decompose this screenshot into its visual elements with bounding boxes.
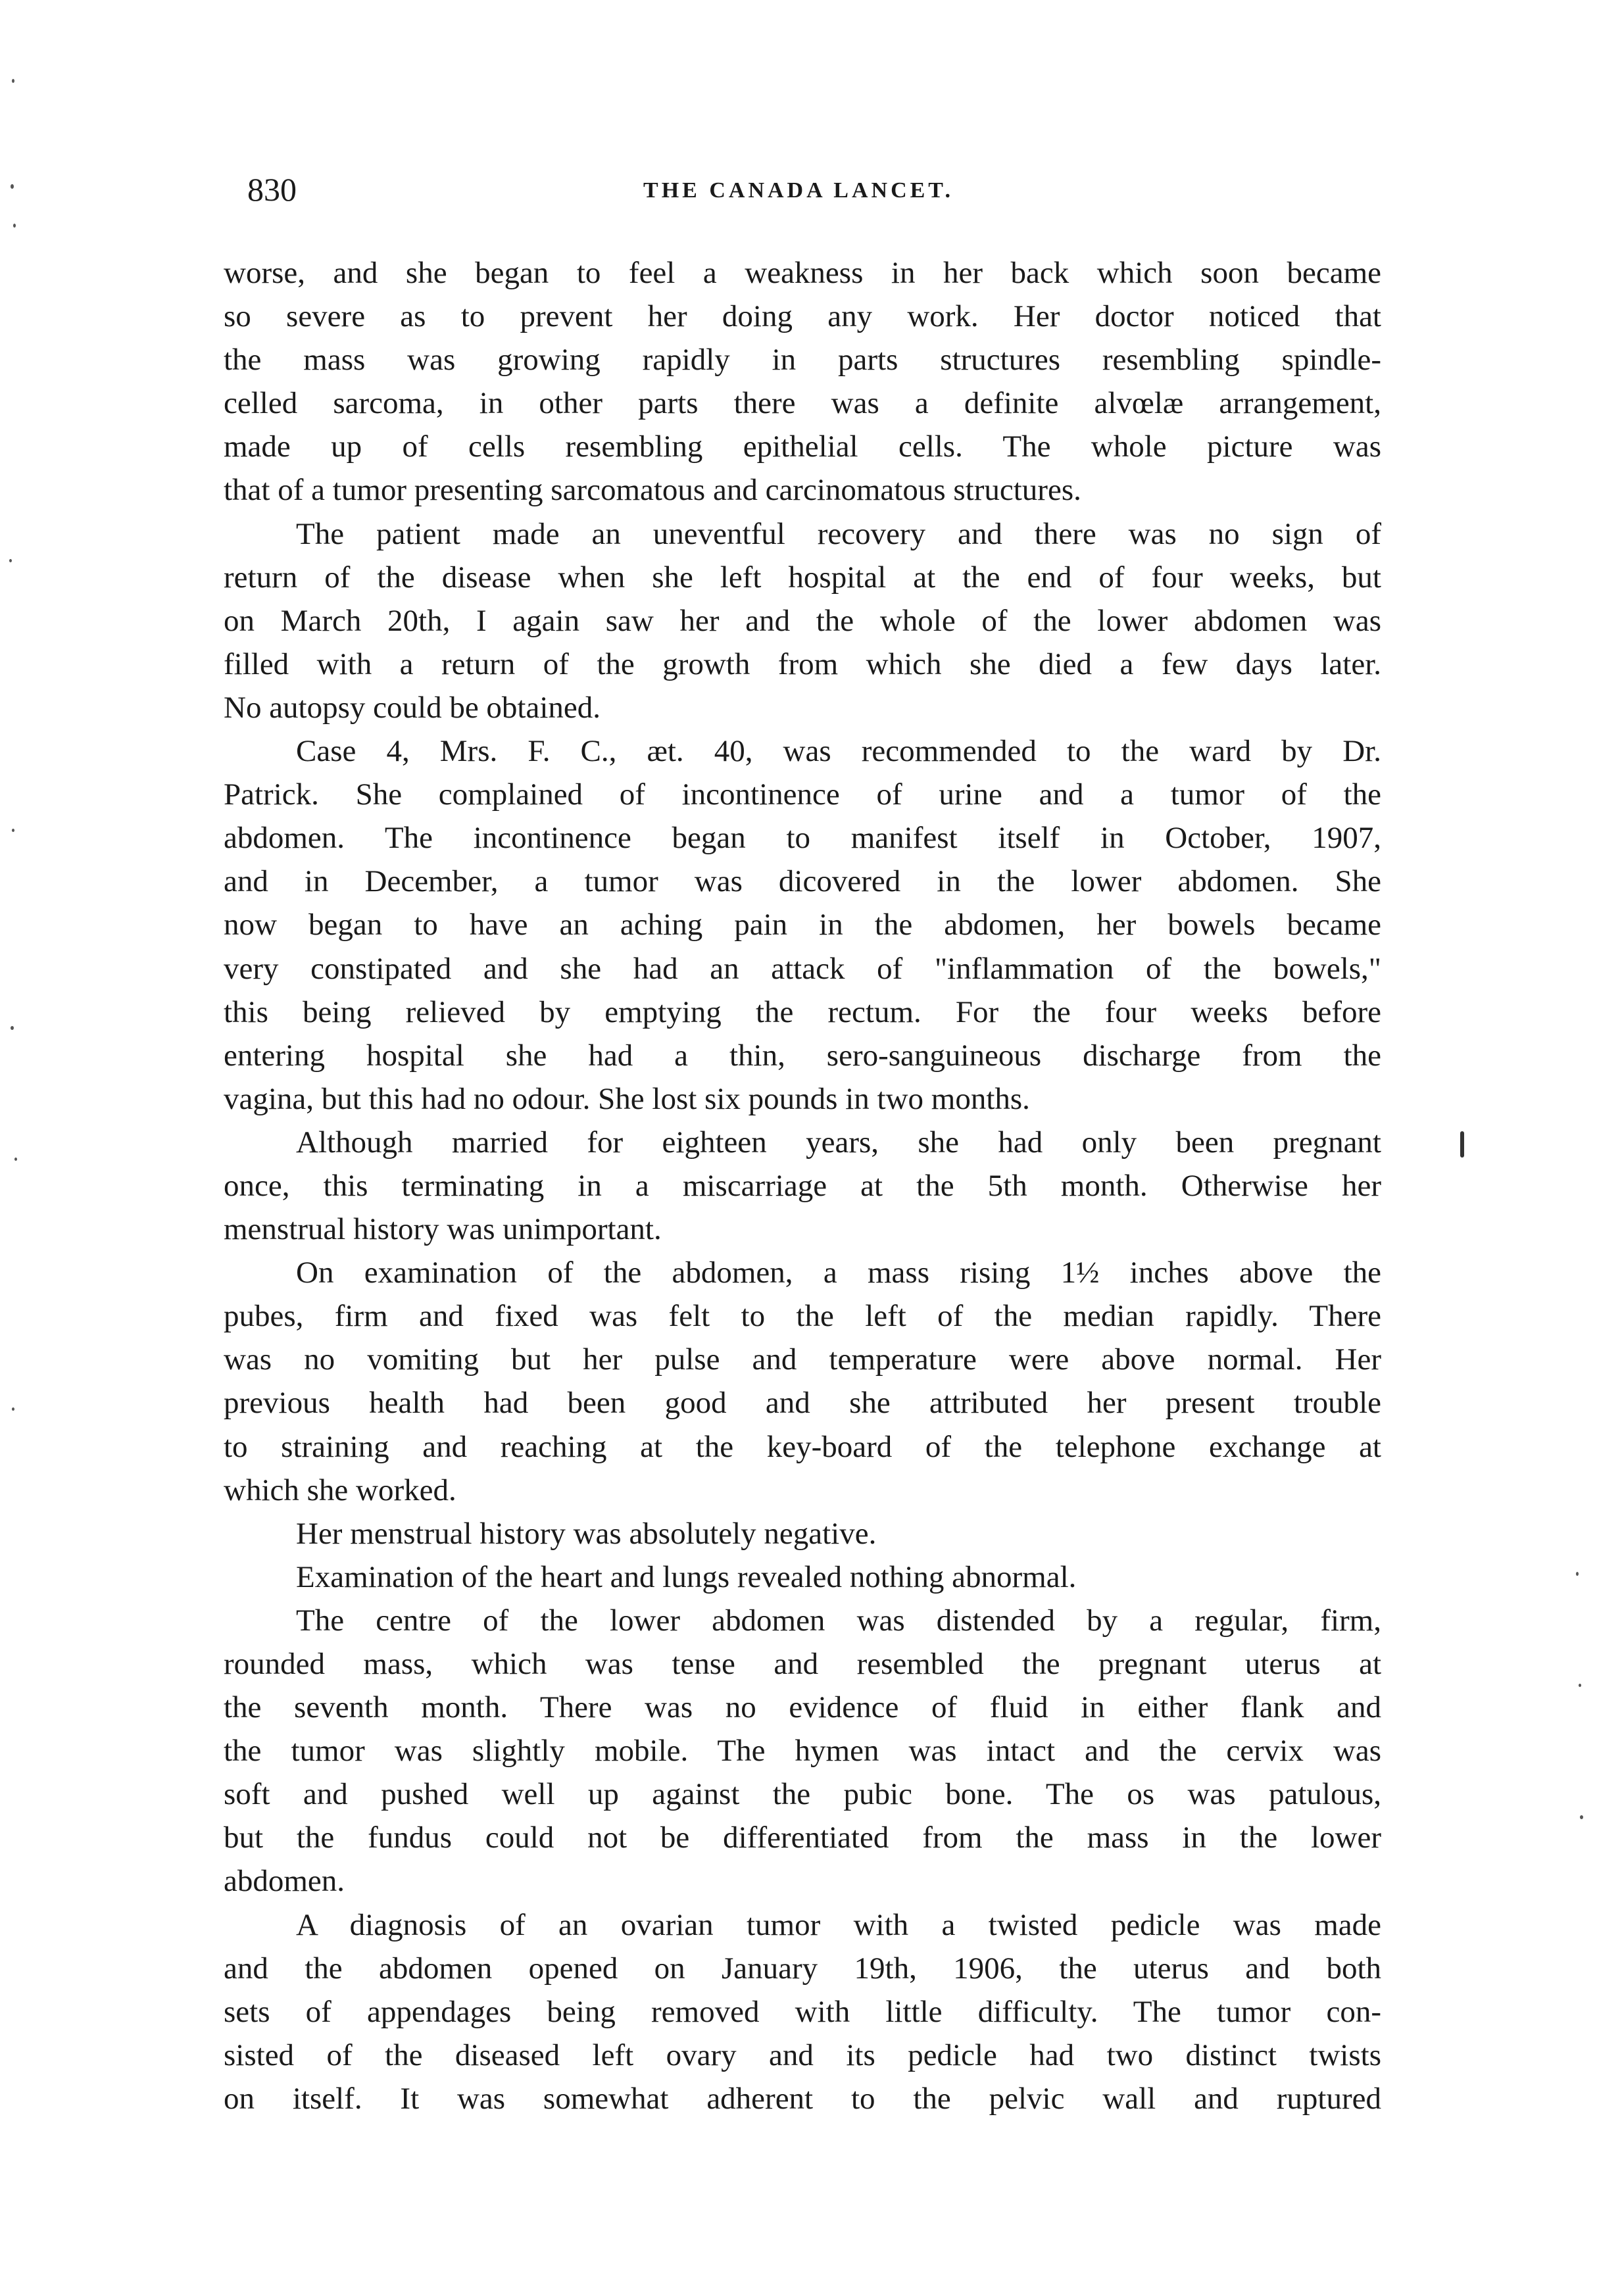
text-line: this being relieved by emptying the rectum. For the four weeks before [224, 994, 1381, 1029]
text-line: entering hospital she had a thin, sero-sanguineous discharge from the [224, 1038, 1381, 1073]
running-head: THE CANADA LANCET. [643, 178, 954, 203]
text-line: vagina, but this had no odour. She lost six pounds in two months. [224, 1081, 1030, 1116]
text-line: Examination of the heart and lungs revealed nothing abnormal. [296, 1559, 1077, 1594]
text-line: which she worked. [224, 1473, 456, 1507]
text-line: abdomen. The incontinence began to manifest itself in October, 1907, [224, 821, 1381, 856]
text-line: worse, and she began to feel a weakness in her back which soon became [224, 256, 1381, 290]
text-line: Although married for eighteen years, she had only been pregnant [296, 1125, 1381, 1160]
text-line: made up of cells resembling epithelial cells. The whole picture was [224, 429, 1381, 464]
text-line: the tumor was slightly mobile. The hymen was intact and the cervix was [224, 1734, 1381, 1769]
text-line: the seventh month. There was no evidence of fluid in either flank and [224, 1690, 1381, 1725]
text-line: rounded mass, which was tense and resembled the pregnant uterus at [224, 1647, 1381, 1681]
text-line: soft and pushed well up against the pubic bone. The os was patulous, [224, 1777, 1381, 1812]
text-line: now began to have an aching pain in the abdomen, her bowels became [224, 908, 1381, 942]
text-line: and the abdomen opened on January 19th, 1906, the uterus and both [224, 1951, 1381, 1986]
scan-speck [12, 79, 14, 83]
scan-speck [9, 559, 12, 562]
scan-speck [1579, 1684, 1581, 1687]
text-line: on itself. It was somewhat adherent to the pelvic wall and ruptured [224, 2081, 1381, 2116]
text-line: once, this terminating in a miscarriage at the 5th month. Otherwise her [224, 1168, 1381, 1203]
text-line: return of the disease when she left hospital at the end of four weeks, but [224, 560, 1381, 595]
body-text [224, 251, 1381, 2120]
scan-speck [13, 224, 16, 228]
text-line: abdomen. [224, 1864, 345, 1899]
text-line: on March 20th, I again saw her and the whole of the lower abdomen was [224, 603, 1381, 638]
scan-speck [1580, 1815, 1583, 1819]
text-line: filled with a return of the growth from which she died a few days later. [224, 647, 1381, 681]
text-line: was no vomiting but her pulse and temperature were above normal. Her [224, 1342, 1381, 1377]
scan-speck [1576, 1572, 1579, 1576]
text-line: The patient made an uneventful recovery and there was no sign of [296, 516, 1381, 551]
text-line: that of a tumor presenting sarcomatous and carcinomatous structures. [224, 473, 1081, 508]
text-line: so severe as to prevent her doing any work. Her doctor noticed that [224, 299, 1381, 334]
text-line: the mass was growing rapidly in parts structures resembling spindle- [224, 343, 1381, 378]
text-line: On examination of the abdomen, a mass rising 1½ inches above the [296, 1256, 1381, 1290]
text-line: celled sarcoma, in other parts there was a definite alvœlæ arrangement, [224, 386, 1381, 421]
text-line: Patrick. She complained of incontinence of urine and a tumor of the [224, 777, 1381, 812]
scan-speck [1460, 1131, 1464, 1158]
text-line: menstrual history was unimportant. [224, 1212, 662, 1247]
text-line: previous health had been good and she attributed her present trouble [224, 1386, 1381, 1421]
page-number: 830 [247, 171, 297, 208]
text-line: sisted of the diseased left ovary and its pedicle had two distinct twists [224, 2038, 1381, 2072]
scan-speck [11, 1026, 14, 1030]
scan-speck [14, 1158, 17, 1161]
text-line: The centre of the lower abdomen was distended by a regular, firm, [296, 1603, 1381, 1638]
scan-speck [12, 1407, 14, 1411]
text-line: pubes, firm and fixed was felt to the left of the median rapidly. There [224, 1299, 1381, 1334]
text-line: A diagnosis of an ovarian tumor with a twisted pedicle was made [296, 1907, 1381, 1942]
text-line: Case 4, Mrs. F. C., æt. 40, was recommended to the ward by Dr. [296, 734, 1381, 769]
scan-speck [11, 184, 14, 189]
text-line: and in December, a tumor was dicovered in the lower abdomen. She [224, 864, 1381, 899]
text-line: but the fundus could not be differentiated from the mass in the lower [224, 1820, 1381, 1855]
text-line: Her menstrual history was absolutely negative. [296, 1516, 877, 1551]
text-line: to straining and reaching at the key-board of the telephone exchange at [224, 1429, 1381, 1464]
text-line: sets of appendages being removed with little difficulty. The tumor con- [224, 1994, 1381, 2029]
scan-speck [12, 829, 14, 832]
text-line: No autopsy could be obtained. [224, 690, 601, 725]
text-line: very constipated and she had an attack of "inflammation of the bowels," [224, 951, 1381, 986]
